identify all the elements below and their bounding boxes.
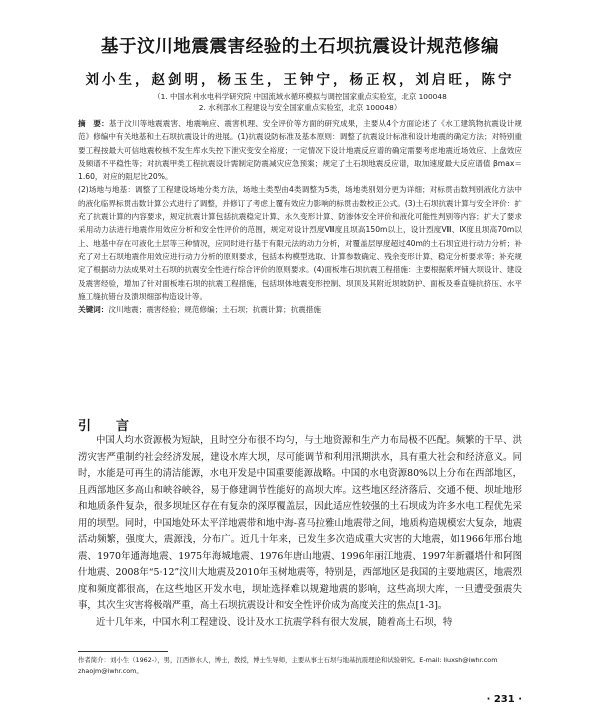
abstract-para-2: (2)场地与地基：调整了工程建设场地分类方法，场地土类型由4类调整为5类，场地类别划分更为详细；对标贯击数判别液化方法中的液化临界标贯击数计算公式进行了调整，并修订了考虑上覆有效应力影响的标贯击数校正公式。(3)土石坝抗震计算与安全评价：扩充了抗震计算的内容要求，规定抗震计算包括抗震稳定计算、永久变形计算、防渗体安全评价和液化可能性判别等内容；扩大了要求采用动力法进行地震作用效应分析和安全性评价的范围，规定对设计烈度Ⅷ度且坝高150m以上，设计烈度Ⅷ、Ⅸ度且坝高70m以上、地基中存在可液化土层等三种情况，应同时进行基于有限元法的动力分析，对覆盖层厚度超过40m的土石坝宜进行动力分析；补充了对土石坝地震作用效应进行动力分析的原则要求，包括本构模型选取、计算参数确定、残余变形计算、稳定分析要求等；补充规定了根据动力法成果对土石坝的抗震安全性进行综合评价的原则要求。(4)面板堆石坝抗震工程措施：主要根据紫坪铺大坝设计、建设及震害经验，增加了针对面板堆石坝的抗震工程措施，包括坝体地震变形控制、坝顶及其附近坝坡防护、面板及垂直缝抗挤压、水平施工缝抗错台及溃坝细部构造设计等。 [78, 185, 522, 301]
footnote-divider [78, 651, 168, 652]
body-text [78, 433, 522, 631]
author-list: 刘小生，赵剑明，杨玉生，王钟宁，杨正权，刘启旺，陈宁 [85, 72, 515, 88]
keywords-label: 关键词： [78, 305, 109, 315]
section-heading-introduction: 引 言 [78, 419, 136, 434]
body-para-2: 近十几年来，中国水利工程建设、设计及水工抗震学科有很大发展，随着高土石坝，特 [96, 616, 453, 628]
body-para-1: 中国人均水资源极为短缺，且时空分布很不均匀，与土地资源和生产力布局极不匹配。频繁的干旱、洪涝灾害严重制约社会经济发展，建设水库大坝，尽可能调节和利用汛期洪水，具有重大社会和经济意义。同时，水能是可再生的清洁能源，水电开发是中国重要能源战略。中国的水电资源80%以上分布在西部地区，且西部地区多高山和峡谷峡谷，易于修建调节性能好的高坝大库。这些地区经济落后、交通不便、坝址地形和地质条件复杂，很多坝址区存在有复杂的深厚覆盖层，因此适应性较强的土石坝成为许多水电工程优先采用的坝型。同时，中国地处环太平洋地震带和地中海-喜马拉雅山地震带之间，地质构造规模宏大复杂，地震活动频繁，强度大，震源浅，分布广。近几十年来，已发生多次造成重大灾害的大地震，如1966年邢台地震、1970年通海地震、1975年海城地震、1976年唐山地震、1996年丽江地震、1997年新疆塔什和阿图什地震、2008年“5·12”汶川大地震及2010年玉树地震等，特别是，西部地区是我国的主要地震区，地震烈度和频度都很高，在这些地区开发水电，坝址选择难以规避地震的影响，这些高坝大库，一旦遭受强震失事，其次生灾害将极端严重，高土石坝抗震设计和安全性评价成为高度关注的焦点[1-3]。 [78, 435, 522, 611]
affiliation-1: （1. 中国水利水电科学研究院 中国流域水循环模拟与调控国家重点实验室，北京 100048 [153, 92, 447, 101]
abstract-para-1 [78, 117, 522, 183]
affiliation-2: 2. 水利部水工程建设与安全国家重点实验室，北京 100048） [198, 103, 402, 112]
keywords-line [78, 303, 522, 316]
abstract-text-1: 基于汶川等地震震害、地震响应、震害机理、安全评价等方面的研究成果，主要从4个方面论述了《水工建筑物抗震设计规范》修编中有关地基和土石坝抗震设计的进展。(1)抗震设防标准及基本原则：调整了抗震设计标准和设计地震的确定方法；对特别重要工程按最大可信地震校核不发生库水失控下泄灾变安全裕度；一定情况下设计地震反应谱的确定需要考虑地震近场效应、上盘效应及频谱不平稳性等；对抗震甲类工程抗震设计需制定防震减灾应急预案；规定了土石坝地震反应谱，取加速度最大反应谱值 βmax＝1.60，对应的阻尼比20%。 [78, 119, 523, 182]
paper-title: 基于汶川地震震害经验的土石坝抗震设计规范修编 [100, 37, 500, 57]
author-footnote: 作者简介：刘小生（1962-），男，江西修水人，博士，教授，博士生导师，主要从事土石坝与地基抗震理论和试验研究。E-mail: liuxsh@iwhr.com zhaojm@iwhr.com。 [78, 656, 498, 675]
abstract-label: 摘 要： [78, 119, 109, 128]
page-number: · 231 · [486, 694, 522, 705]
abstract [78, 117, 522, 316]
keywords-text: 汶川地震；震害经验；规范修编；土石坝；抗震计算；抗震措施 [108, 305, 321, 315]
